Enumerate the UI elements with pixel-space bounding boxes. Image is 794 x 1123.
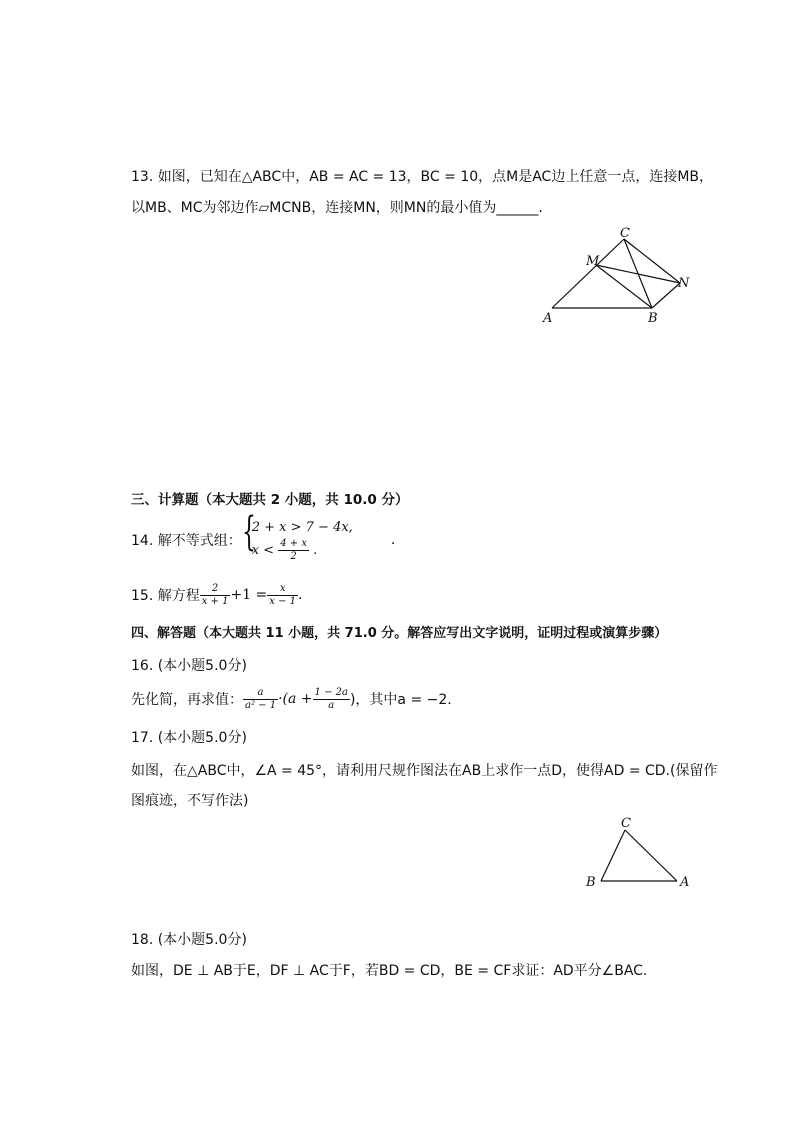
section4-heading: 四、解答题（本大题共 11 小题，共 71.0 分。解答应写出文字说明，证明过程或演算步骤）: [131, 626, 668, 641]
q14-row2-end: .: [313, 542, 318, 558]
q13-line2: 以MB、MC为邻边作▱MCNB，连接MN，则MN的最小值为______．: [131, 200, 553, 216]
q15-frac1-numerator: 2: [200, 583, 231, 596]
q14-row1: 2 + x > 7 − 4x,: [251, 519, 353, 535]
q14-fraction: [278, 538, 309, 563]
q16-frac1-denominator: a² − 1: [245, 699, 277, 711]
q13-label-c: C: [620, 226, 630, 241]
q13-label-n: N: [678, 276, 690, 291]
q13-seg-BN: [652, 283, 680, 308]
q16-suffix: )，其中a = −2.: [349, 692, 452, 708]
q16-mid: ·(a +: [278, 691, 313, 707]
q17-seg-BC: [601, 830, 625, 881]
q17-label-a: A: [680, 875, 690, 890]
q13-figure: [535, 225, 705, 325]
q16-header: 16. (本小题5.0分): [131, 658, 247, 674]
q16-prefix: 先化简，再求值：: [131, 692, 243, 708]
q14-system: [241, 508, 353, 563]
q16-body: [131, 683, 452, 715]
q15-fraction-1: [200, 583, 231, 608]
section3-heading: 三、计算题（本大题共 2 小题，共 10.0 分）: [131, 492, 409, 508]
q14-row2-left: x <: [251, 542, 275, 558]
q17-line1: 如图，在△ABC中，∠A = 45°，请利用尺规作图法在AB上求作一点D，使得AD = CD.(保留作: [131, 763, 718, 779]
q13-label-a: A: [543, 311, 553, 325]
q17-label-c: C: [621, 816, 631, 831]
q15-prefix: 15. 解方程: [131, 588, 200, 604]
q17-line2: 图痕迹，不写作法): [131, 793, 249, 809]
q13-label-m: M: [586, 254, 600, 269]
q13-line1: 13. 如图，已知在△ABC中，AB = AC = 13，BC = 10，点M是AC边上任意一点，连接MB，: [131, 169, 714, 185]
q15: [131, 580, 303, 610]
q14-frac-numerator: 4 + x: [280, 537, 307, 549]
left-brace-icon: {: [241, 508, 256, 555]
q17-label-b: B: [586, 875, 596, 890]
q16-fraction-2: [313, 687, 350, 712]
q15-frac2-numerator: x: [267, 583, 298, 596]
q18-header: 18. (本小题5.0分): [131, 932, 247, 948]
q14: [131, 508, 396, 562]
q17-header: 17. (本小题5.0分): [131, 730, 247, 746]
q18-line1: 如图，DE ⊥ AB于E，DF ⊥ AC于F，若BD = CD，BE = CF求证：AD平分∠BAC.: [131, 963, 648, 979]
q14-row2: [252, 538, 353, 563]
q14-prefix: 14. 解不等式组：: [131, 533, 242, 549]
q14-frac-denominator: 2: [290, 550, 297, 562]
q15-frac1-denominator: x + 1: [201, 595, 229, 607]
q13-label-b: B: [648, 311, 658, 325]
q15-suffix: .: [298, 587, 303, 603]
q16-fraction-1: [243, 687, 278, 712]
q16-frac1-numerator: a: [243, 687, 278, 700]
q15-middle: +1 =: [230, 587, 268, 603]
q13-seg-AC: [552, 239, 624, 308]
q17-figure: [580, 812, 695, 894]
q17-seg-CA: [625, 830, 677, 881]
q15-fraction-2: [267, 583, 298, 608]
q15-frac2-denominator: x − 1: [269, 595, 297, 607]
q14-suffix: .: [390, 532, 396, 548]
q16-frac2-numerator: 1 − 2a: [314, 686, 348, 698]
q16-frac2-denominator: a: [328, 699, 335, 711]
